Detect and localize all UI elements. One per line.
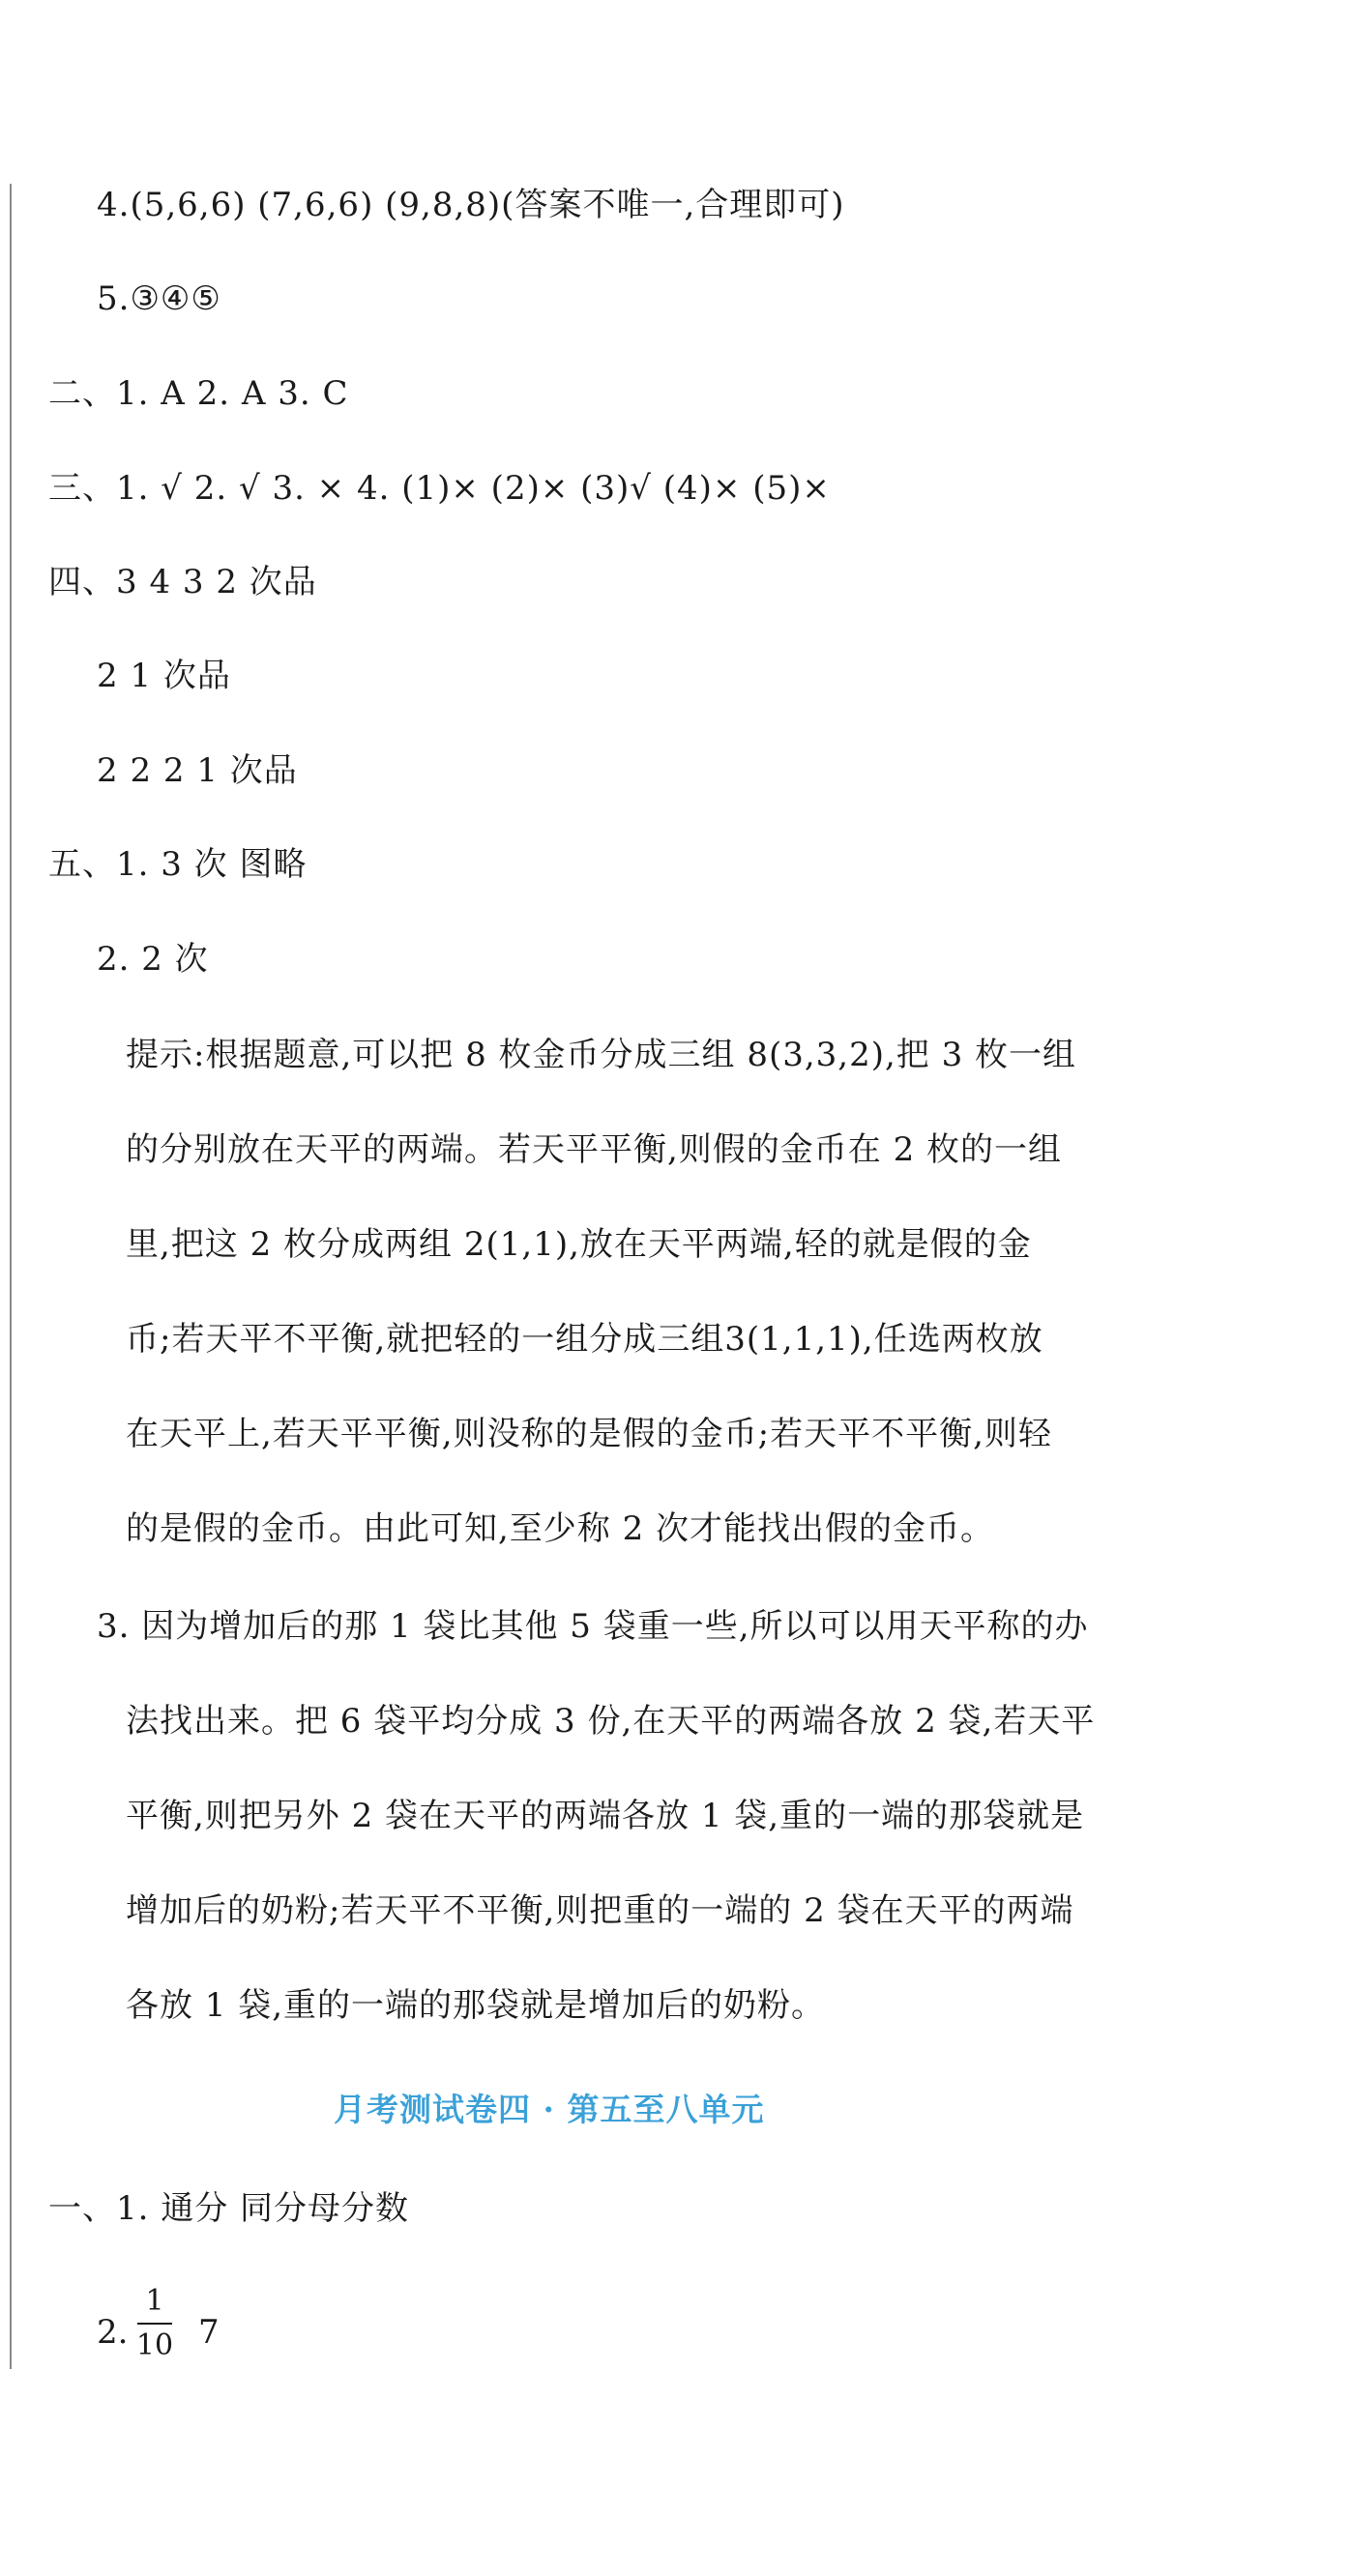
answer-section-4-row2: 2 1 次品 xyxy=(97,657,231,695)
hint-line: 币;若天平不平衡,就把轻的一组分成三组3(1,1,1),任选两枚放 xyxy=(126,1320,1043,1359)
q3-line: 平衡,则把另外 2 袋在天平的两端各放 1 袋,重的一端的那袋就是 xyxy=(126,1797,1085,1835)
fraction-numerator: 1 xyxy=(145,2284,164,2318)
fraction-denominator: 10 xyxy=(135,2328,174,2362)
hint-paragraph xyxy=(126,1008,1093,1576)
margin-rule xyxy=(10,184,12,2369)
q3-line: 增加后的奶粉;若天平不平衡,则把重的一端的 2 袋在天平的两端 xyxy=(126,1891,1074,1930)
answer-section-5-q2: 2. 2 次 xyxy=(97,940,209,979)
q2-label: 2. xyxy=(97,2313,129,2352)
q3-line: 3. 因为增加后的那 1 袋比其他 5 袋重一些,所以可以用天平称的办 xyxy=(97,1607,1089,1646)
q3-line: 各放 1 袋,重的一端的那袋就是增加后的奶粉。 xyxy=(126,1986,826,2025)
answer-section-5-q1: 五、1. 3 次 图略 xyxy=(48,845,308,884)
answer-section-4-row3: 2 2 2 1 次品 xyxy=(97,751,298,790)
fraction-bar xyxy=(137,2323,172,2325)
answer-s4-q1: 一、1. 通分 同分母分数 xyxy=(48,2189,410,2228)
q2-after-value: 7 xyxy=(198,2313,220,2352)
hint-line: 的分别放在天平的两端。若天平平衡,则假的金币在 2 枚的一组 xyxy=(126,1130,1063,1169)
answer-line-4: 4.(5,6,6) (7,6,6) (9,8,8)(答案不唯一,合理即可) xyxy=(97,186,845,224)
hint-line: 里,把这 2 枚分成两组 2(1,1),放在天平两端,轻的就是假的金 xyxy=(126,1225,1032,1264)
answer-section-3: 三、1. √ 2. √ 3. × 4. (1)× (2)× (3)√ (4)× (5)× xyxy=(48,469,831,508)
fraction xyxy=(133,2282,176,2365)
answer-section-2: 二、1. A 2. A 3. C xyxy=(48,374,349,413)
hint-line: 在天平上,若天平平衡,则没称的是假的金币;若天平不平衡,则轻 xyxy=(126,1415,1052,1453)
section-title: 月考测试卷四 · 第五至八单元 xyxy=(334,2091,765,2128)
q3-line: 法找出来。把 6 袋平均分成 3 份,在天平的两端各放 2 袋,若天平 xyxy=(126,1702,1096,1741)
q3-paragraph xyxy=(97,1579,1096,2053)
hint-line: 提示:根据题意,可以把 8 枚金币分成三组 8(3,3,2),把 3 枚一组 xyxy=(126,1036,1077,1074)
answer-line-5: 5.③④⑤ xyxy=(97,279,221,318)
answer-section-4-row1: 四、3 4 3 2 次品 xyxy=(48,563,317,601)
hint-line: 的是假的金币。由此可知,至少称 2 次才能找出假的金币。 xyxy=(126,1509,995,1548)
